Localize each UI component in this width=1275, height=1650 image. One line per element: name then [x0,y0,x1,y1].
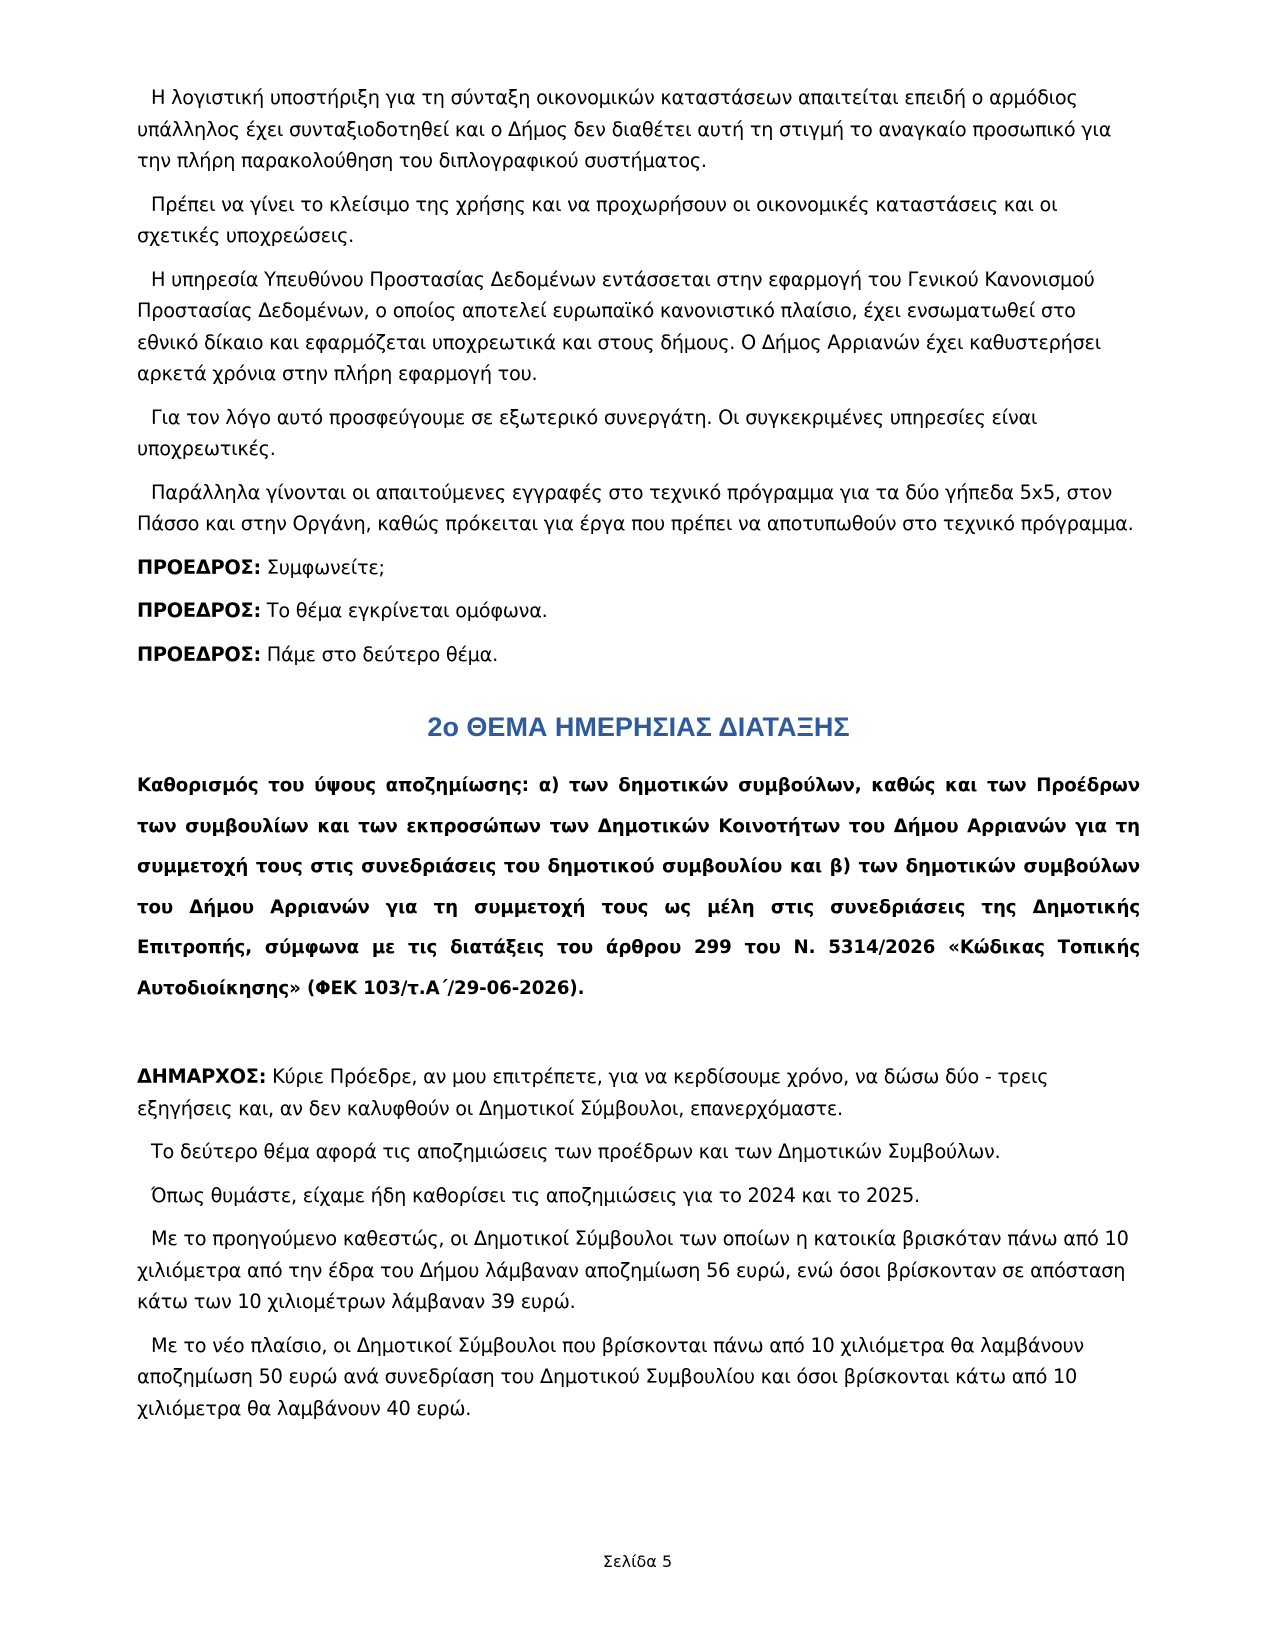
speaker-label: ΠΡΟΕΔΡΟΣ: [137,599,261,622]
paragraph-external-partner: Για τον λόγο αυτό προσφεύγουμε σε εξωτερικό συνεργάτη. Οι συγκεκριμένες υπηρεσίες είναι υποχρεωτικές. [137,405,1038,460]
paragraph-fiscal-closing: Πρέπει να γίνει το κλείσιμο της χρήσης και να προχωρήσουν οι οικονομικές καταστάσεις και οι σχετικές υποχρεώσεις. [137,192,1058,247]
paragraph-technical-program: Παράλληλα γίνονται οι απαιτούμενες εγγραφές στο τεχνικό πρόγραμμα για τα δύο γήπεδα 5x5, στον Πάσσο και στην Οργάνη, καθώς πρόκειται για έργα που πρέπει να αποτυπωθούν στο τεχνικό πρόγραμμα. [137,480,1134,535]
paragraph-data-protection: Η υπηρεσία Υπευθύνου Προστασίας Δεδομένων εντάσσεται στην εφαρμογή του Γενικού Κανονισμού Προστασίας Δεδομένων, ο οποίος αποτελεί ευρωπαϊκό κανονιστικό πλαίσιο, έχει ενσωματωθεί στο εθνικό δίκαιο και εφαρμόζεται υποχρεωτικά και στους δήμους. Ο Δήμος Αρριανών έχει καθυστερήσει αρκετά χρόνια στην πλήρη εφαρμογή του. [137,267,1101,385]
document-page [137,82,1140,1424]
subject-description: Καθορισμός του ύψους αποζημίωσης: α) των δημοτικών συμβούλων, καθώς και των Προέδρων των συμβουλίων και των εκπροσώπων των Δημοτικών Κοινοτήτων του Δήμου Αρριανών για τη συμμετοχή τους στις συνεδριάσεις του δημοτικού συμβουλίου και β) των δημοτικών συμβούλων του Δήμου Αρριανών για τη συμμετοχή τους ως μέλη στις συνεδριάσεις της Δημοτικής Επιτροπής, σύμφωνα με τις διατάξεις του άρθρου 299 του Ν. 5314/2026 «Κώδικας Τοπικής Αυτοδιοίκησης» (ΦΕΚ 103/τ.Α΄/29-06-2026). [137,775,1140,999]
speech-text: Το θέμα εγκρίνεται ομόφωνα. [260,599,548,622]
speech-text: Συμφωνείτε; [260,555,385,579]
speaker-label: ΠΡΟΕΔΡΟΣ: [137,642,261,666]
chair-line-agree [137,552,1140,584]
speaker-label: ΠΡΟΕΔΡΟΣ: [137,555,261,579]
section-title: 2ο ΘΕΜΑ ΗΜΕΡΗΣΙΑΣ ΔΙΑΤΑΞΗΣ [427,712,850,742]
speaker-label: ΔΗΜΑΡΧΟΣ: [137,1065,267,1088]
paragraph-previous-regime: Με το προηγούμενο καθεστώς, οι Δημοτικοί Σύμβουλοι των οποίων η κατοικία βρισκόταν πάνω από 10 χιλιόμετρα από την έδρα του Δήμου λάμβαναν αποζημίωση 56 ευρώ, ενώ όσοι βρίσκονταν σε απόσταση κάτω των 10 χιλιομέτρων λάμβαναν 39 ευρώ. [137,1227,1129,1313]
paragraph-accounting-support: Η λογιστική υποστήριξη για τη σύνταξη οικονομικών καταστάσεων απαιτείται επειδή ο αρμόδιος υπάλληλος έχει συνταξιοδοτηθεί και ο Δήμος δεν διαθέτει αυτή τη στιγμή το αναγκαίο προσωπικό για την πλήρη παρακολούθηση του διπλογραφικού συστήματος. [137,86,1112,172]
mayor-statement [137,1061,1140,1124]
chair-line-approved [137,595,1140,627]
chair-line-next-topic [137,639,1140,671]
paragraph-new-framework: Με το νέο πλαίσιο, οι Δημοτικοί Σύμβουλοι που βρίσκονται πάνω από 10 χιλιόμετρα θα λαμβάνουν αποζημίωση 50 ευρώ ανά συνεδρίαση του Δημοτικού Συμβουλίου και όσοι βρίσκονται κάτω από 10 χιλιόμετρα θα λαμβάνουν 40 ευρώ. [137,1333,1084,1420]
speech-text: Πάμε στο δεύτερο θέμα. [260,642,498,666]
page-number: Σελίδα 5 [602,1552,673,1571]
paragraph-previous-years: Όπως θυμάστε, είχαμε ήδη καθορίσει τις αποζημιώσεις για το 2024 και το 2025. [151,1183,920,1207]
paragraph-second-topic: Το δεύτερο θέμα αφορά τις αποζημιώσεις των προέδρων και των Δημοτικών Συμβούλων. [151,1140,1001,1163]
speech-text: Κύριε Πρόεδρε, αν μου επιτρέπετε, για να κερδίσουμε χρόνο, να δώσω δύο - τρεις εξηγήσεις και, αν δεν καλυφθούν οι Δημοτικοί Σύμβουλοι, επανερχόμαστε. [137,1065,1049,1120]
